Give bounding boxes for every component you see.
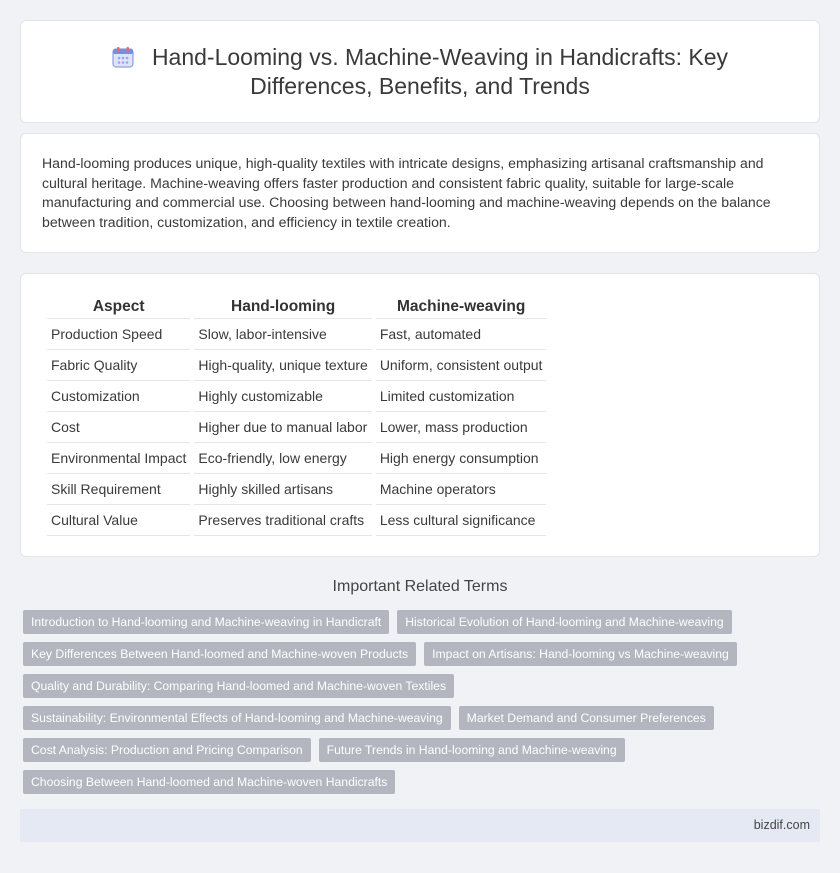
footer-brand-link[interactable]: bizdif.com xyxy=(753,818,810,832)
column-header: Machine-weaving xyxy=(376,296,547,319)
related-terms-heading: Important Related Terms xyxy=(332,578,508,595)
table-cell: Fabric Quality xyxy=(47,350,190,381)
related-term-tag[interactable]: Future Trends in Hand-looming and Machine-weaving xyxy=(319,738,625,762)
column-header: Aspect xyxy=(47,296,190,319)
table-cell: Limited customization xyxy=(376,381,547,412)
table-cell: Slow, labor-intensive xyxy=(194,319,371,350)
comparison-table xyxy=(43,296,550,536)
table-cell: Higher due to manual labor xyxy=(194,412,371,443)
related-terms-list xyxy=(23,610,803,794)
table-cell: Lower, mass production xyxy=(376,412,547,443)
related-term-tag[interactable]: Choosing Between Hand-loomed and Machine-woven Handicrafts xyxy=(23,770,395,794)
page-title-text: Hand-Looming vs. Machine-Weaving in Handicrafts: Key Differences, Benefits, and Trends xyxy=(151,44,729,99)
table-row xyxy=(47,412,546,443)
table-cell: Fast, automated xyxy=(376,319,547,350)
table-cell: Customization xyxy=(47,381,190,412)
table-cell: Less cultural significance xyxy=(376,505,547,536)
table-cell: Skill Requirement xyxy=(47,474,190,505)
related-term-tag[interactable]: Market Demand and Consumer Preferences xyxy=(459,706,714,730)
table-cell: Cultural Value xyxy=(47,505,190,536)
table-cell: High energy consumption xyxy=(376,443,547,474)
calendar-icon xyxy=(112,46,134,68)
table-cell: Environmental Impact xyxy=(47,443,190,474)
comparison-card xyxy=(20,273,820,557)
table-row xyxy=(47,381,546,412)
column-header: Hand-looming xyxy=(194,296,371,319)
table-row xyxy=(47,474,546,505)
related-term-tag[interactable]: Historical Evolution of Hand-looming and Machine-weaving xyxy=(397,610,731,634)
footer xyxy=(20,809,820,842)
table-cell: Cost xyxy=(47,412,190,443)
table-row xyxy=(47,350,546,381)
table-cell: High-quality, unique texture xyxy=(194,350,371,381)
intro-paragraph: Hand-looming produces unique, high-quality textiles with intricate designs, emphasizing artisanal craftsmanship and cultural heritage. Machine-weaving offers faster production and consistent fabric quality, suitable for large-scale manufacturing and commercial use. Choosing between hand-looming and machine-weaving depends on the balance between tradition, customization, and efficiency in textile creation. xyxy=(42,155,771,231)
table-cell: Machine operators xyxy=(376,474,547,505)
table-row xyxy=(47,505,546,536)
table-cell: Production Speed xyxy=(47,319,190,350)
table-cell: Highly customizable xyxy=(194,381,371,412)
related-term-tag[interactable]: Introduction to Hand-looming and Machine-weaving in Handicraft xyxy=(23,610,389,634)
related-term-tag[interactable]: Cost Analysis: Production and Pricing Comparison xyxy=(23,738,311,762)
table-row xyxy=(47,319,546,350)
table-cell: Preserves traditional crafts xyxy=(194,505,371,536)
table-cell: Uniform, consistent output xyxy=(376,350,547,381)
intro-card xyxy=(20,133,820,253)
related-term-tag[interactable]: Key Differences Between Hand-loomed and Machine-woven Products xyxy=(23,642,416,666)
table-cell: Highly skilled artisans xyxy=(194,474,371,505)
table-row xyxy=(47,443,546,474)
title-card xyxy=(20,20,820,123)
table-header-row xyxy=(47,296,546,319)
related-term-tag[interactable]: Impact on Artisans: Hand-looming vs Machine-weaving xyxy=(424,642,737,666)
related-term-tag[interactable]: Sustainability: Environmental Effects of Hand-looming and Machine-weaving xyxy=(23,706,451,730)
related-term-tag[interactable]: Quality and Durability: Comparing Hand-loomed and Machine-woven Textiles xyxy=(23,674,454,698)
page-title xyxy=(21,43,819,101)
table-cell: Eco-friendly, low energy xyxy=(194,443,371,474)
